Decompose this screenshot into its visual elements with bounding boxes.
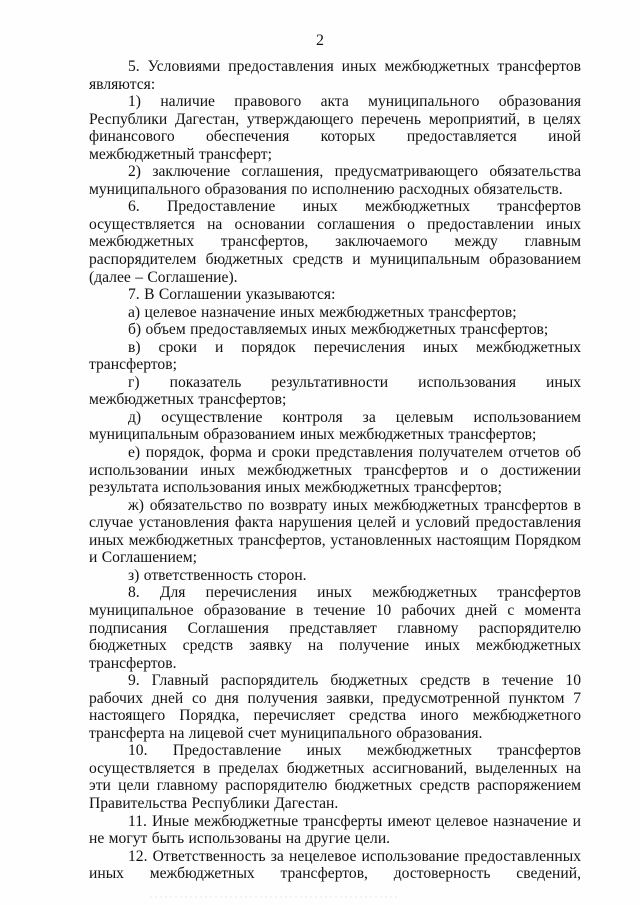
scan-artifact-mark [150, 892, 400, 902]
paragraph-10: 10. Предоставление иных межбюджетных трансфертов осуществляется в пределах бюджетных ассигнований, выделенных на эти цели главному распорядителю бюджетных средств распоряжением Правительства Республики Дагестан. [89, 742, 581, 812]
paragraph-7-item-b: б) объем предоставляемых иных межбюджетных трансфертов; [128, 321, 549, 339]
paragraph-5-item-2: 2) заключение соглашения, предусматривающего обязательства муниципального образования по исполнению расходных обязательств. [89, 163, 581, 198]
paragraph-7-item-a: а) целевое назначение иных межбюджетных трансфертов; [128, 303, 517, 321]
document-body [89, 58, 581, 883]
paragraph-12: 12. Ответственность за нецелевое использование предоставленных иных межбюджетных трансфертов, достоверность сведений, [89, 847, 581, 883]
paragraph-5: 5. Условиями предоставления иных межбюджетных трансфертов являются: [89, 58, 581, 93]
paragraph-7-item-z: з) ответственность сторон. [128, 566, 307, 584]
paragraph-7: 7. В Соглашении указываются: [128, 286, 336, 304]
paragraph-7-item-d: д) осуществление контроля за целевым использованием муниципальным образованием иных межбюджетных трансфертов; [89, 408, 581, 444]
paragraph-6: 6. Предоставление иных межбюджетных трансфертов осуществляется на основании соглашения о предоставлении иных межбюджетных трансфертов, заключаемого между главным распорядителем бюджетных средств и муниципальным образованием (далее – Соглашение). [89, 198, 581, 286]
paragraph-5-item-1: 1) наличие правового акта муниципального образования Республики Дагестан, утверждающего перечень мероприятий, в целях финансового обеспечения которых предоставляется иной межбюджетный трансферт; [89, 93, 581, 163]
paragraph-7-item-g: г) показатель результативности использования иных межбюджетных трансфертов; [89, 373, 581, 409]
paragraph-11: 11. Иные межбюджетные трансферты имеют целевое назначение и не могут быть использованы на другие цели. [89, 812, 581, 848]
page-number: 2 [316, 32, 324, 49]
paragraph-7-item-zh: ж) обязательство по возврату иных межбюджетных трансфертов в случае установления факта нарушения целей и условий предоставления иных межбюджетных трансфертов, установленных настоящим Порядком и Соглашением; [89, 496, 581, 567]
paragraph-8: 8. Для перечисления иных межбюджетных трансфертов муниципальное образование в течение 10 рабочих дней с момента подписания Соглашения представляет главному распорядителю бюджетных средств заявку на получение иных межбюджетных трансфертов. [89, 584, 581, 672]
paragraph-7-item-e: е) порядок, форма и сроки представления получателем отчетов об использовании иных межбюджетных трансфертов и о достижении результата использования иных межбюджетных трансфертов; [89, 444, 581, 497]
paragraph-9: 9. Главный распорядитель бюджетных средств в течение 10 рабочих дней со дня получения заявки, предусмотренной пунктом 7 настоящего Порядка, перечисляет средства иного межбюджетного трансферта на лицевой счет муниципального образования. [89, 672, 581, 742]
paragraph-7-item-v: в) сроки и порядок перечисления иных межбюджетных трансфертов; [89, 338, 581, 374]
